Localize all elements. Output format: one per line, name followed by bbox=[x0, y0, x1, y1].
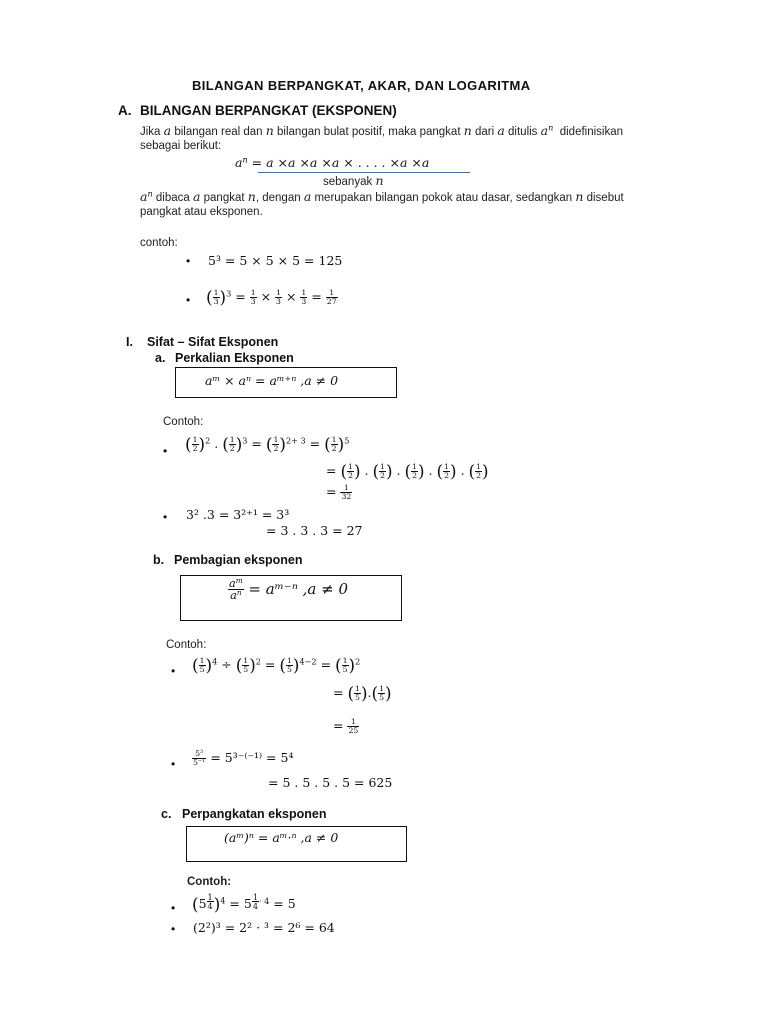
example-multiply-line-1: ( $\frac{1}{2}$ )$^2$ . ( $\frac{1}{2}$ )$^3$ = ( $\frac{1}{2}$ )$^{2+ 3}$ = ( $\frac{1}{2}$ )$^5$ bbox=[185, 434, 350, 454]
example-multiply-2-line-2: = 3 . 3 . 3 = 27 bbox=[266, 523, 363, 538]
example-divide-2-line-1: $\frac{5^3}{5^{-1}}$ = 5³⁻⁽⁻¹⁾ = 5⁴ bbox=[193, 749, 294, 767]
formula-division: $\frac{a^m}{a^n}$ = aᵐ⁻ⁿ ,a ≠ 0 bbox=[229, 575, 349, 603]
section-1-marker: I. bbox=[126, 335, 133, 349]
description-line-2: pangkat atau eksponen. bbox=[140, 206, 263, 218]
example-multiply-2-line-1: 3² .3 = 3²⁺¹ = 3³ bbox=[186, 507, 290, 522]
bullet: • bbox=[163, 444, 168, 458]
page-title: BILANGAN BERPANGKAT, AKAR, DAN LOGARITMA bbox=[192, 78, 531, 93]
sub-c-marker: c. bbox=[161, 807, 172, 821]
definition-formula: $a^n = a \times a \times a \times a$ × . . . . ×a ×a bbox=[235, 154, 430, 170]
bullet: • bbox=[171, 757, 176, 771]
bullet: • bbox=[186, 293, 191, 307]
contoh-label-a: contoh: bbox=[140, 237, 178, 249]
sub-b-heading: Pembagian eksponen bbox=[174, 553, 303, 567]
contoh-label-sub-b: Contoh: bbox=[166, 639, 207, 651]
example-power-of-power-1: (5 $^{\frac{1}{4}}$ )$^4$ = 5 $^{\frac{1}{4} \cdot 4}$ = 5 bbox=[192, 892, 296, 915]
section-a-heading: BILANGAN BERPANGKAT (EKSPONEN) bbox=[140, 103, 397, 118]
sub-c-heading: Perpangkatan eksponen bbox=[182, 807, 327, 821]
formula-under-label: sebanyak n bbox=[323, 173, 384, 188]
example-multiply-line-3: = $\frac{1}{32}$ bbox=[326, 483, 352, 501]
bullet: • bbox=[171, 922, 176, 936]
bullet: • bbox=[163, 510, 168, 524]
sub-a-marker: a. bbox=[155, 351, 166, 365]
bullet: • bbox=[186, 254, 191, 268]
bullet: • bbox=[171, 901, 176, 915]
description-line-1: $a^n$ dibaca a pangkat n, dengan a merupakan bilangan pokok atau dasar, sedangkan n disebut bbox=[140, 188, 624, 204]
definition-line-2: sebagai berikut: bbox=[140, 140, 222, 152]
section-a-marker: A. bbox=[118, 103, 132, 118]
example-power-1: 5³ = 5 × 5 × 5 = 125 bbox=[208, 253, 343, 268]
example-divide-line-1: ( $\frac{1}{5}$ )$^4$ ÷ ( $\frac{1}{5}$ )$^2$ = ( $\frac{1}{5}$ )$^{4-2}$ = ( $\frac{1}{5}$ )$^2$ bbox=[192, 655, 361, 675]
example-power-2: ( $\frac{1}{3}$ )$^3$ = $\frac{1}{3}$ × $\frac{1}{3}$ × $\frac{1}{3}$ = $\frac{1}{27}$ bbox=[206, 287, 337, 307]
section-1-heading: Sifat – Sifat Eksponen bbox=[147, 335, 279, 349]
definition-line-1: Jika a bilangan real dan n bilangan bulat positif, maka pangkat n dari a ditulis $a^n$ didefinisikan bbox=[140, 122, 624, 138]
example-power-of-power-2: (2²)³ = 2² · ³ = 2⁶ = 64 bbox=[193, 920, 335, 935]
example-multiply-line-2: = ( $\frac{1}{2}$ ) . ( $\frac{1}{2}$ ) . ( $\frac{1}{2}$ ) . ( $\frac{1}{2}$ ) . ( $\frac{1}{2}$ ) bbox=[326, 461, 489, 481]
formula-multiplication: aᵐ × aⁿ = aᵐ⁺ⁿ ,a ≠ 0 bbox=[205, 373, 339, 388]
example-divide-line-2: = ( $\frac{1}{5}$ ).( $\frac{1}{5}$ ) bbox=[333, 683, 392, 703]
sub-b-marker: b. bbox=[153, 553, 165, 567]
contoh-label-sub-a: Contoh: bbox=[163, 416, 204, 428]
example-divide-line-3: = $\frac{1}{25}$ bbox=[333, 717, 359, 735]
formula-power: (aᵐ)ⁿ = aᵐ·ⁿ ,a ≠ 0 bbox=[224, 830, 339, 845]
bullet: • bbox=[171, 664, 176, 678]
sub-a-heading: Perkalian Eksponen bbox=[175, 351, 294, 365]
contoh-label-sub-c: Contoh: bbox=[187, 876, 232, 888]
example-divide-2-line-2: = 5 . 5 . 5 . 5 = 625 bbox=[268, 775, 393, 790]
